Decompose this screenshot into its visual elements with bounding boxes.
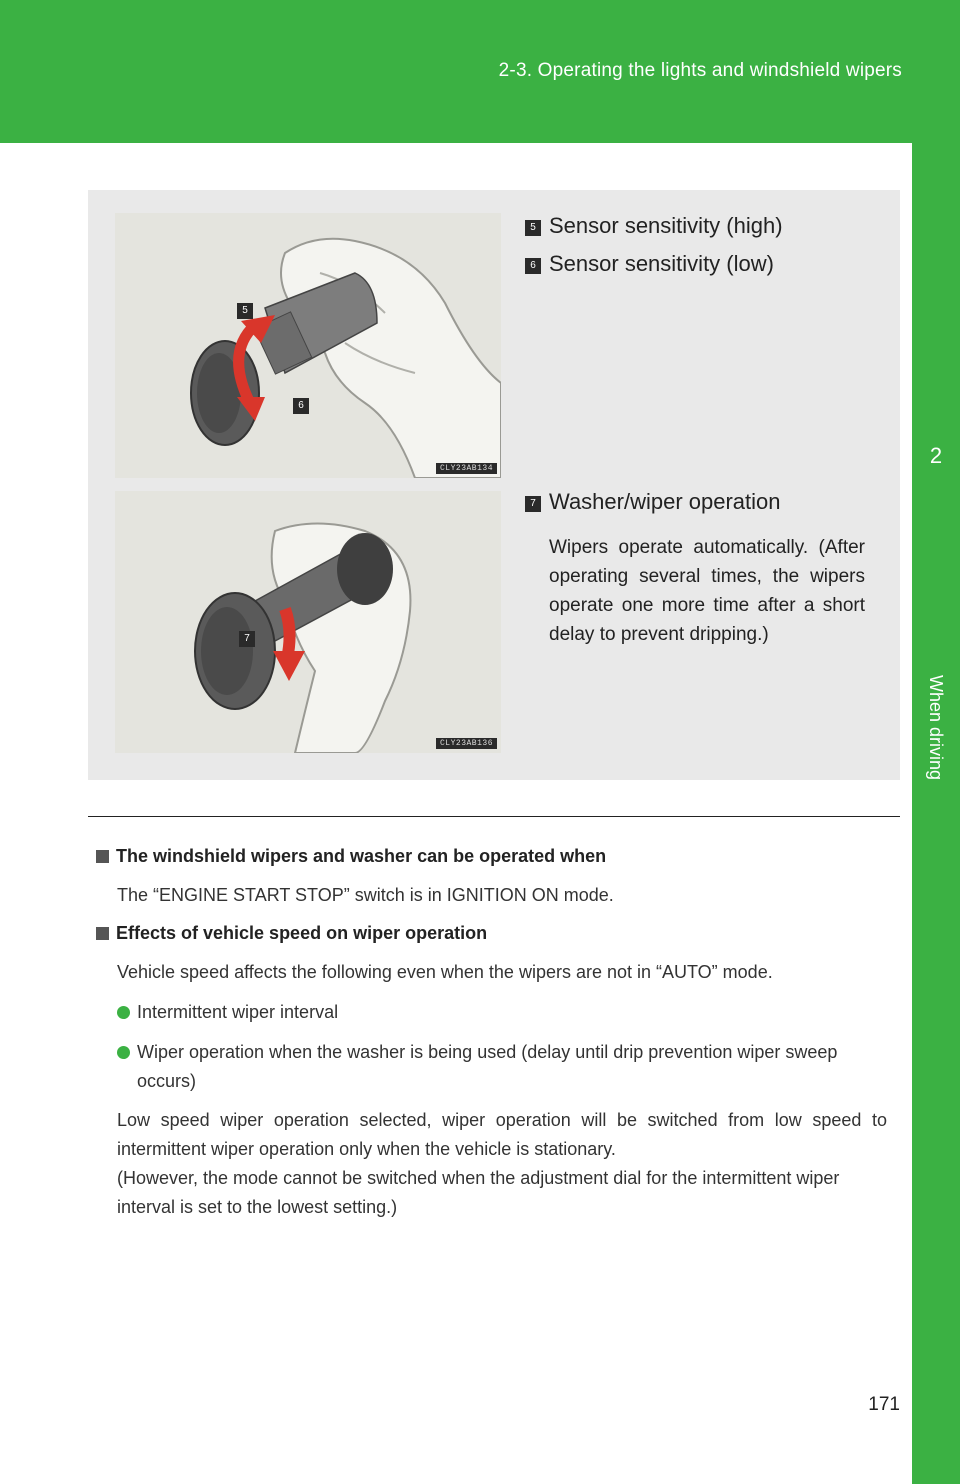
note-text-however: (However, the mode cannot be switched when the adjustment dial for the intermittent wiper interval is set to the lowest setting.) — [117, 1168, 840, 1217]
image-code: CLY23AB134 — [436, 463, 497, 474]
marker-5-icon: 5 — [525, 220, 541, 236]
list-item-text: Wiper operation when the washer is being used (delay until drip prevention wiper sweep occurs) — [137, 1042, 838, 1091]
lever-washer-illustration — [115, 491, 501, 753]
callout-7-icon: 7 — [239, 631, 255, 647]
green-bullet-icon — [117, 1046, 130, 1059]
chapter-side-tab — [912, 143, 960, 1484]
hand-lever-drawing — [115, 213, 501, 478]
list-item — [117, 998, 887, 1027]
note-text-ignition: The “ENGINE START STOP” switch is in IGNITION ON mode. — [117, 885, 614, 905]
green-bullet-icon — [117, 1006, 130, 1019]
chapter-label: When driving — [926, 675, 946, 781]
section-title: 2-3. Operating the lights and windshield wipers — [498, 60, 902, 81]
note-text-low-speed: Low speed wiper operation selected, wiper operation will be switched from low speed to intermittent wiper operation only when the vehicle is stationary. — [117, 1110, 887, 1159]
chapter-number: 2 — [929, 443, 943, 468]
marker-6-icon: 6 — [525, 258, 541, 274]
callout-6-icon: 6 — [293, 398, 309, 414]
marker-7-icon: 7 — [525, 496, 541, 512]
image-code: CLY23AB136 — [436, 738, 497, 749]
square-bullet-icon — [96, 927, 109, 940]
note-heading-vehicle-speed — [96, 923, 487, 944]
item-sensor-low: Sensor sensitivity (low) — [549, 251, 774, 276]
item-sensor-high: Sensor sensitivity (high) — [549, 213, 783, 238]
page-number: 171 — [868, 1394, 900, 1415]
section-divider — [88, 816, 900, 817]
list-item-text: Intermittent wiper interval — [137, 1002, 339, 1022]
note-heading-operable-when — [96, 846, 606, 867]
item-washer-wiper: Washer/wiper operation — [549, 489, 781, 514]
list-item — [117, 1038, 887, 1096]
note-text-speed-affects: Vehicle speed affects the following even when the wipers are not in “AUTO” mode. — [117, 962, 773, 982]
chapter-header — [0, 0, 960, 143]
note-heading-text: The windshield wipers and washer can be operated when — [116, 846, 607, 866]
item-washer-wiper-description: Wipers operate automatically. (After operating several times, the wipers operate one more time after a short delay to prevent dripping.) — [549, 537, 865, 645]
lever-sensitivity-illustration — [115, 213, 501, 478]
note-heading-text: Effects of vehicle speed on wiper operation — [116, 923, 488, 943]
callout-5-icon: 5 — [237, 303, 253, 319]
square-bullet-icon — [96, 850, 109, 863]
hand-pull-lever-drawing — [115, 491, 501, 753]
